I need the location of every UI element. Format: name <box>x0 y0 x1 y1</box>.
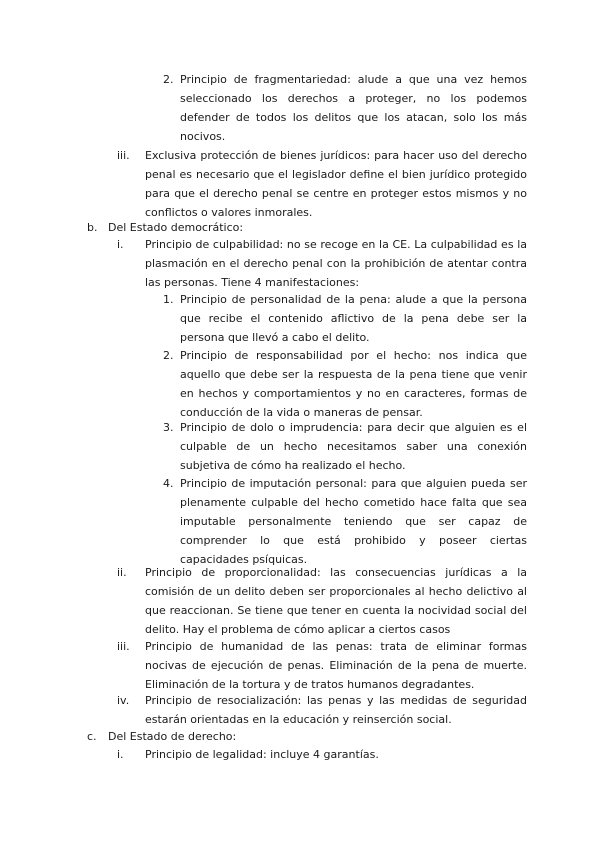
list-item-text: Principio de personalidad de la pena: alude a que la persona que recibe el contenido aflictivo de la pena debe ser la persona que llevó a cabo el delito. <box>180 293 527 344</box>
list-item-culpabilidad <box>117 236 527 293</box>
list-marker: 1. <box>163 293 174 306</box>
section-heading-estado-de-derecho <box>87 728 527 747</box>
list-item-proporcionalidad <box>117 564 527 640</box>
list-marker: c. <box>87 730 97 743</box>
section-heading-text: Del Estado de derecho: <box>108 730 237 743</box>
list-marker: iv. <box>117 694 130 707</box>
list-marker: 2. <box>163 73 174 86</box>
list-item-text: Principio de responsabilidad por el hecho: nos indica que aquello que debe ser la respuesta de la pena tiene que venir en hechos y comportamientos y no en caracteres, formas de conducción de la vida o maneras de pensar. <box>180 349 527 419</box>
list-marker: iii. <box>117 149 130 162</box>
list-item-personalidad <box>163 291 527 348</box>
list-item-imputacion-personal <box>163 475 527 570</box>
list-marker: iii. <box>117 640 130 653</box>
list-item-fragmentariedad <box>163 71 527 147</box>
list-item-text: Principio de fragmentariedad: alude a que una vez hemos seleccionado los derechos a proteger, no los podemos defender de todos los delitos que los atacan, solo los más nocivos. <box>180 73 527 143</box>
section-heading-text: Del Estado democrático: <box>108 221 244 234</box>
list-item-text: Exclusiva protección de bienes jurídicos: para hacer uso del derecho penal es necesario que el legislador define el bien jurídico protegido para que el derecho penal se centre en proteger estos mismos y no conflictos o valores inmorales. <box>145 149 527 219</box>
list-item-legalidad <box>117 746 527 765</box>
list-marker: 4. <box>163 477 174 490</box>
list-item-resocializacion <box>117 692 527 730</box>
list-marker: b. <box>87 221 98 234</box>
list-item-text: Principio de proporcionalidad: las consecuencias jurídicas a la comisión de un delito deben ser proporcionales al hecho delictivo al que reaccionan. Se tiene que tener en cuenta la nocividad social del delito. Hay el problema de cómo aplicar a ciertos casos <box>145 566 527 636</box>
list-item-text: Principio de culpabilidad: no se recoge en la CE. La culpabilidad es la plasmación en el derecho penal con la prohibición de atentar contra las personas. Tiene 4 manifestaciones: <box>145 238 527 289</box>
list-marker: i. <box>117 748 124 761</box>
list-marker: ii. <box>117 566 127 579</box>
list-item-text: Principio de resocialización: las penas y las medidas de seguridad estarán orientadas en la educación y reinserción social. <box>145 694 527 726</box>
list-marker: i. <box>117 238 124 251</box>
list-item-text: Principio de dolo o imprudencia: para decir que alguien es el culpable de un hecho necesitamos saber una conexión subjetiva de cómo ha realizado el hecho. <box>180 421 527 472</box>
list-marker: 2. <box>163 349 174 362</box>
list-marker: 3. <box>163 421 174 434</box>
list-item-dolo-imprudencia <box>163 419 527 476</box>
list-item-exclusiva-proteccion <box>117 147 527 223</box>
list-item-text: Principio de legalidad: incluye 4 garantías. <box>145 748 379 761</box>
list-item-humanidad <box>117 638 527 695</box>
list-item-responsabilidad <box>163 347 527 423</box>
list-item-text: Principio de humanidad de las penas: trata de eliminar formas nocivas de ejecución de penas. Eliminación de la pena de muerte. Eliminación de la tortura y de tratos humanos degradantes. <box>145 640 527 691</box>
list-item-text: Principio de imputación personal: para que alguien pueda ser plenamente culpable del hecho cometido hace falta que sea imputable personalmente teniendo que ser capaz de comprender lo que está prohibido y poseer ciertas capacidades psíquicas. <box>180 477 527 566</box>
